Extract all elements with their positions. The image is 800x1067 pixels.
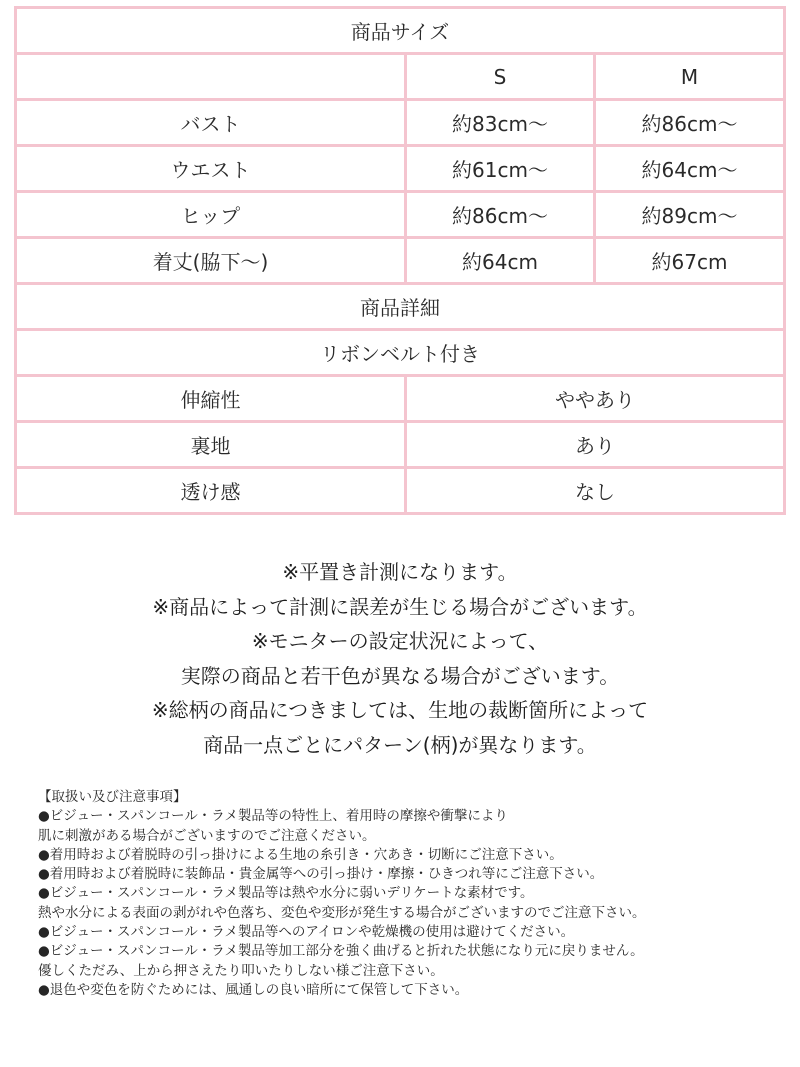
table-row: [16, 376, 785, 422]
care-line: ●着用時および着脱時に装飾品・貴金属等への引っ掛け・摩擦・ひきつれ等にご注意下さい。: [38, 866, 604, 883]
table-row: [16, 192, 785, 238]
care-line: 肌に刺激がある場合がございますのでご注意ください。: [38, 827, 376, 844]
care-line: ●着用時および着脱時の引っ掛けによる生地の糸引き・穴あき・切断にご注意下さい。: [38, 846, 563, 863]
detail-value: ややあり: [406, 376, 785, 422]
measure-label: バスト: [16, 100, 406, 146]
note-line: ※モニターの設定状況によって、: [251, 629, 549, 653]
header-empty-cell: [16, 54, 406, 100]
size-table-title: 商品サイズ: [16, 8, 785, 54]
care-line: ●ビジュー・スパンコール・ラメ製品等へのアイロンや乾燥機の使用は避けてください。: [38, 924, 575, 941]
care-line: 優しくただみ、上から押さえたり叩いたりしない様ご注意下さい。: [38, 962, 444, 979]
detail-title-row: [16, 284, 785, 330]
measure-label: ヒップ: [16, 192, 406, 238]
table-row: [16, 468, 785, 514]
measure-value-s: 約61cm～: [406, 146, 595, 192]
measure-label: ウエスト: [16, 146, 406, 192]
care-heading: 【取扱い及び注意事項】: [38, 789, 187, 805]
care-line: ●退色や変色を防ぐためには、風通しの良い暗所にて保管して下さい。: [38, 981, 469, 998]
measure-value-m: 約64cm～: [595, 146, 785, 192]
measure-value-m: 約89cm～: [595, 192, 785, 238]
measurement-notes: [0, 555, 800, 762]
feature-row: [16, 330, 785, 376]
detail-label: 透け感: [16, 468, 406, 514]
note-line: 商品一点ごとにパターン(柄)が異なります。: [203, 732, 597, 757]
detail-value: あり: [406, 422, 785, 468]
care-line: 熱や水分による表面の剥がれや色落ち、変色や変形が発生する場合がございますのでご注意下さい。: [38, 904, 646, 921]
size-header-row: [16, 54, 785, 100]
size-title-row: [16, 8, 785, 54]
measure-value-m: 約67cm: [595, 238, 785, 284]
care-line: ●ビジュー・スパンコール・ラメ製品等は熱や水分に弱いデリケートな素材です。: [38, 885, 534, 902]
header-size-m: M: [595, 54, 785, 100]
note-line: 実際の商品と若干色が異なる場合がございます。: [180, 663, 620, 688]
header-size-s: S: [406, 54, 595, 100]
measure-label: 着丈(脇下～): [16, 238, 406, 284]
note-line: ※平置き計測になります。: [282, 560, 518, 584]
measure-value-s: 約83cm～: [406, 100, 595, 146]
table-row: [16, 238, 785, 284]
detail-table-title: 商品詳細: [16, 284, 785, 330]
note-line: ※総柄の商品につきましては、生地の裁断箇所によって: [151, 698, 649, 722]
detail-feature: リボンベルト付き: [16, 330, 785, 376]
table-row: [16, 100, 785, 146]
measure-value-s: 約86cm～: [406, 192, 595, 238]
detail-label: 伸縮性: [16, 376, 406, 422]
measure-value-s: 約64cm: [406, 238, 595, 284]
table-row: [16, 422, 785, 468]
care-instructions: [38, 788, 798, 1000]
note-line: ※商品によって計測に誤差が生じる場合がございます。: [152, 594, 648, 619]
detail-value: なし: [406, 468, 785, 514]
table-row: [16, 146, 785, 192]
care-line: ●ビジュー・スパンコール・ラメ製品等加工部分を強く曲げると折れた状態になり元に戻りません。: [38, 943, 644, 960]
measure-value-m: 約86cm～: [595, 100, 785, 146]
detail-label: 裏地: [16, 422, 406, 468]
care-line: ●ビジュー・スパンコール・ラメ製品等の特性上、着用時の摩擦や衝撃により: [38, 808, 508, 825]
product-info-table: [14, 6, 786, 515]
